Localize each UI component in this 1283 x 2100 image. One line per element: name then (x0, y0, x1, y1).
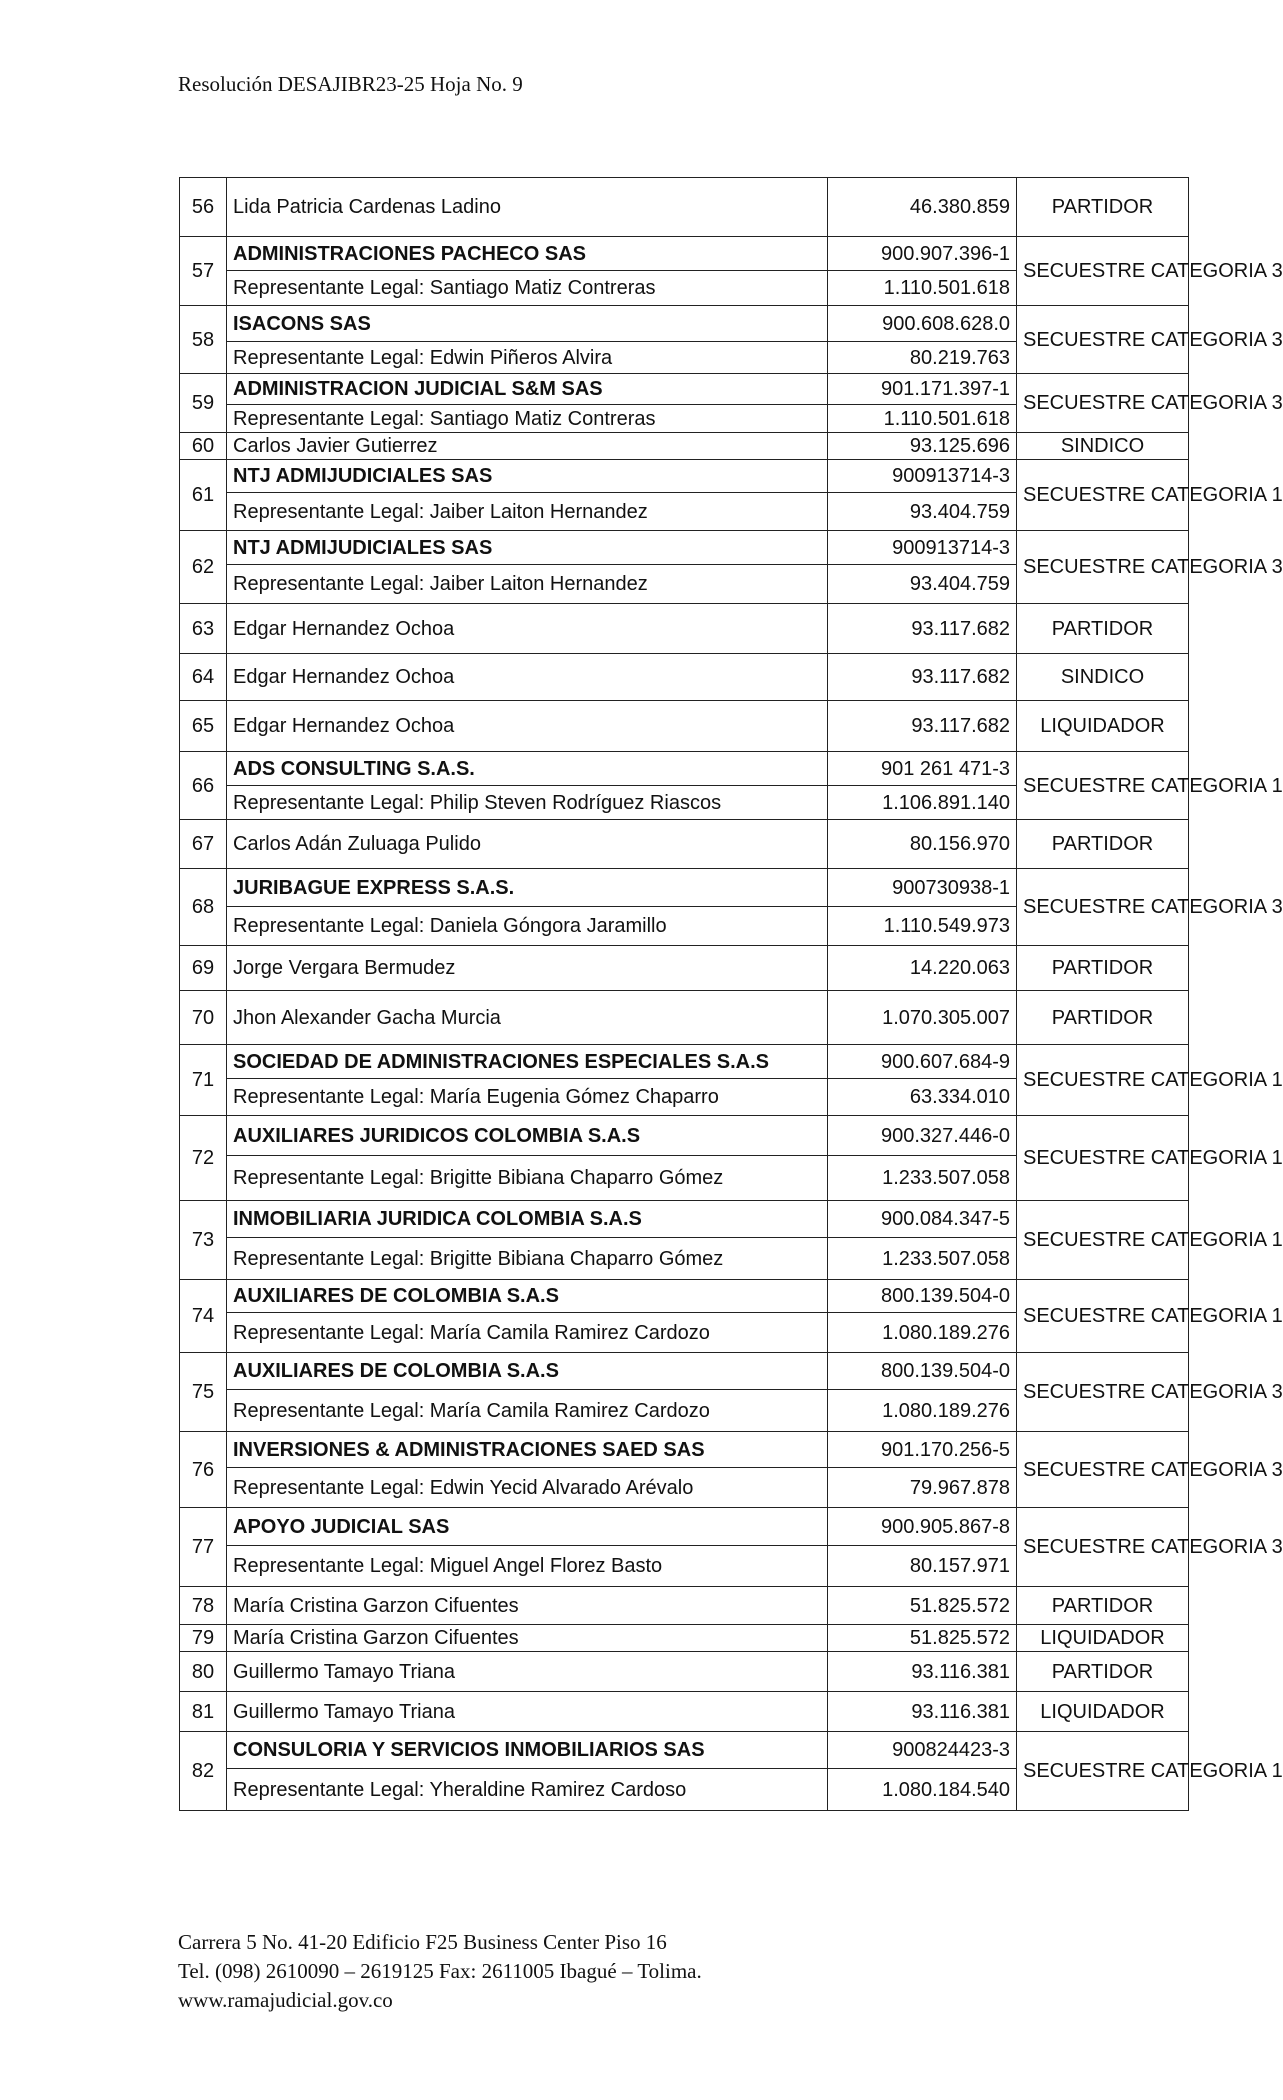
person-name: Carlos Javier Gutierrez (227, 433, 828, 460)
role-cell: LIQUIDADOR (1017, 701, 1189, 752)
company-nit: 800.139.504-0 (828, 1353, 1017, 1390)
row-number: 65 (180, 701, 227, 752)
row-number: 79 (180, 1625, 227, 1652)
table-row (180, 1353, 1189, 1390)
company-name: SOCIEDAD DE ADMINISTRACIONES ESPECIALES S.A.S (227, 1045, 828, 1079)
legal-representative: Representante Legal: Santiago Matiz Contreras (227, 405, 828, 433)
role-cell: SECUESTRE CATEGORIA 1 (1017, 1116, 1189, 1201)
row-number: 77 (180, 1508, 227, 1587)
representative-id: 79.967.878 (828, 1468, 1017, 1508)
person-name: Edgar Hernandez Ochoa (227, 654, 828, 701)
role-cell: LIQUIDADOR (1017, 1692, 1189, 1732)
role-cell: SECUESTRE CATEGORIA 3 (1017, 531, 1189, 604)
legal-representative: Representante Legal: Jaiber Laiton Hernandez (227, 565, 828, 604)
person-name: Jhon Alexander Gacha Murcia (227, 991, 828, 1045)
company-nit: 900.327.446-0 (828, 1116, 1017, 1156)
role-cell: PARTIDOR (1017, 1652, 1189, 1692)
role-cell: SINDICO (1017, 433, 1189, 460)
row-number: 73 (180, 1201, 227, 1280)
person-id: 93.117.682 (828, 701, 1017, 752)
page-footer (178, 1928, 702, 2015)
role-cell: SINDICO (1017, 654, 1189, 701)
role-cell: SECUESTRE CATEGORIA 3 (1017, 306, 1189, 374)
company-nit: 800.139.504-0 (828, 1280, 1017, 1313)
row-number: 58 (180, 306, 227, 374)
role-cell: SECUESTRE CATEGORIA 3 (1017, 237, 1189, 306)
person-id: 93.116.381 (828, 1652, 1017, 1692)
role-cell: SECUESTRE CATEGORIA 3 (1017, 1432, 1189, 1508)
row-number: 59 (180, 374, 227, 433)
table-row (180, 1116, 1189, 1156)
legal-representative: Representante Legal: Miguel Angel Florez Basto (227, 1546, 828, 1587)
person-name: Edgar Hernandez Ochoa (227, 604, 828, 654)
table-row (180, 306, 1189, 342)
legal-representative: Representante Legal: Daniela Góngora Jaramillo (227, 907, 828, 946)
company-name: ADMINISTRACIONES PACHECO SAS (227, 237, 828, 271)
company-nit: 901 261 471-3 (828, 752, 1017, 786)
person-id: 93.116.381 (828, 1692, 1017, 1732)
row-number: 57 (180, 237, 227, 306)
representative-id: 1.233.507.058 (828, 1156, 1017, 1201)
table-row (180, 1045, 1189, 1079)
role-cell: SECUESTRE CATEGORIA 3 (1017, 869, 1189, 946)
table-row (180, 820, 1189, 869)
representative-id: 1.110.549.973 (828, 907, 1017, 946)
company-name: ADS CONSULTING S.A.S. (227, 752, 828, 786)
person-name: Guillermo Tamayo Triana (227, 1652, 828, 1692)
table-row (180, 374, 1189, 405)
role-cell: PARTIDOR (1017, 820, 1189, 869)
person-id: 93.125.696 (828, 433, 1017, 460)
table-row (180, 178, 1189, 237)
company-name: ISACONS SAS (227, 306, 828, 342)
person-id: 93.117.682 (828, 654, 1017, 701)
company-name: NTJ ADMIJUDICIALES SAS (227, 531, 828, 565)
footer-phone: Tel. (098) 2610090 – 2619125 Fax: 2611005 Ibagué – Tolima. (178, 1959, 702, 1983)
row-number: 69 (180, 946, 227, 991)
person-name: María Cristina Garzon Cifuentes (227, 1625, 828, 1652)
legal-representative: Representante Legal: Yheraldine Ramirez Cardoso (227, 1769, 828, 1811)
representative-id: 1.106.891.140 (828, 786, 1017, 820)
company-nit: 900730938-1 (828, 869, 1017, 907)
table-row (180, 991, 1189, 1045)
person-name: María Cristina Garzon Cifuentes (227, 1587, 828, 1625)
table-row (180, 654, 1189, 701)
table-row (180, 433, 1189, 460)
representative-id: 80.219.763 (828, 342, 1017, 374)
row-number: 76 (180, 1432, 227, 1508)
company-name: NTJ ADMIJUDICIALES SAS (227, 460, 828, 493)
table-row (180, 1432, 1189, 1468)
role-cell: PARTIDOR (1017, 946, 1189, 991)
legal-representative: Representante Legal: Edwin Piñeros Alvira (227, 342, 828, 374)
row-number: 66 (180, 752, 227, 820)
representative-id: 1.233.507.058 (828, 1238, 1017, 1280)
role-cell: PARTIDOR (1017, 604, 1189, 654)
table-row (180, 1201, 1189, 1238)
company-name: APOYO JUDICIAL SAS (227, 1508, 828, 1546)
role-cell: SECUESTRE CATEGORIA 1 (1017, 752, 1189, 820)
company-nit: 900.905.867-8 (828, 1508, 1017, 1546)
footer-address: Carrera 5 No. 41-20 Edificio F25 Business Center Piso 16 (178, 1930, 667, 1954)
person-name: Jorge Vergara Bermudez (227, 946, 828, 991)
company-nit: 900913714-3 (828, 460, 1017, 493)
table-row (180, 1587, 1189, 1625)
company-nit: 900913714-3 (828, 531, 1017, 565)
auxiliares-table (179, 177, 1283, 1811)
company-nit: 900.084.347-5 (828, 1201, 1017, 1238)
company-nit: 901.171.397-1 (828, 374, 1017, 405)
row-number: 78 (180, 1587, 227, 1625)
role-cell: SECUESTRE CATEGORIA 1 (1017, 1280, 1189, 1353)
footer-website: www.ramajudicial.gov.co (178, 1988, 393, 2012)
company-nit: 901.170.256-5 (828, 1432, 1017, 1468)
table-row (180, 1732, 1189, 1769)
row-number: 61 (180, 460, 227, 531)
person-id: 14.220.063 (828, 946, 1017, 991)
role-cell: SECUESTRE CATEGORIA 3 (1017, 1353, 1189, 1432)
person-name: Guillermo Tamayo Triana (227, 1692, 828, 1732)
company-nit: 900.607.684-9 (828, 1045, 1017, 1079)
company-name: ADMINISTRACION JUDICIAL S&M SAS (227, 374, 828, 405)
table-row (180, 1692, 1189, 1732)
legal-representative: Representante Legal: Santiago Matiz Contreras (227, 271, 828, 306)
representative-id: 63.334.010 (828, 1079, 1017, 1116)
company-name: AUXILIARES DE COLOMBIA S.A.S (227, 1280, 828, 1313)
row-number: 70 (180, 991, 227, 1045)
role-cell: SECUESTRE CATEGORIA 3 (1017, 1508, 1189, 1587)
representative-id: 1.110.501.618 (828, 271, 1017, 306)
table-row (180, 701, 1189, 752)
company-nit: 900824423-3 (828, 1732, 1017, 1769)
legal-representative: Representante Legal: María Eugenia Gómez Chaparro (227, 1079, 828, 1116)
row-number: 81 (180, 1692, 227, 1732)
legal-representative: Representante Legal: Jaiber Laiton Hernandez (227, 493, 828, 531)
legal-representative: Representante Legal: Edwin Yecid Alvarado Arévalo (227, 1468, 828, 1508)
role-cell: PARTIDOR (1017, 991, 1189, 1045)
legal-representative: Representante Legal: María Camila Ramirez Cardozo (227, 1390, 828, 1432)
table-row (180, 604, 1189, 654)
person-id: 80.156.970 (828, 820, 1017, 869)
page-header: Resolución DESAJIBR23-25 Hoja No. 9 (178, 72, 523, 96)
role-cell: SECUESTRE CATEGORIA 1 (1017, 460, 1189, 531)
person-id: 93.117.682 (828, 604, 1017, 654)
person-name: Lida Patricia Cardenas Ladino (227, 178, 828, 237)
row-number: 74 (180, 1280, 227, 1353)
row-number: 71 (180, 1045, 227, 1116)
company-nit: 900.608.628.0 (828, 306, 1017, 342)
representative-id: 1.080.184.540 (828, 1769, 1017, 1811)
role-cell: SECUESTRE CATEGORIA 1 (1017, 1201, 1189, 1280)
role-cell: SECUESTRE CATEGORIA 1 (1017, 1045, 1189, 1116)
representative-id: 93.404.759 (828, 493, 1017, 531)
table-row (180, 1280, 1189, 1313)
row-number: 60 (180, 433, 227, 460)
role-cell: SECUESTRE CATEGORIA 3 (1017, 374, 1189, 433)
role-cell: PARTIDOR (1017, 1587, 1189, 1625)
company-name: CONSULORIA Y SERVICIOS INMOBILIARIOS SAS (227, 1732, 828, 1769)
person-name: Carlos Adán Zuluaga Pulido (227, 820, 828, 869)
representative-id: 80.157.971 (828, 1546, 1017, 1587)
row-number: 80 (180, 1652, 227, 1692)
table-row (180, 1625, 1189, 1652)
table-row (180, 752, 1189, 786)
table-row (180, 237, 1189, 271)
representative-id: 1.080.189.276 (828, 1390, 1017, 1432)
company-name: INMOBILIARIA JURIDICA COLOMBIA S.A.S (227, 1201, 828, 1238)
table-row (180, 531, 1189, 565)
role-cell: LIQUIDADOR (1017, 1625, 1189, 1652)
role-cell: SECUESTRE CATEGORIA 1 (1017, 1732, 1189, 1811)
company-name: INVERSIONES & ADMINISTRACIONES SAED SAS (227, 1432, 828, 1468)
row-number: 82 (180, 1732, 227, 1811)
table-row (180, 869, 1189, 907)
table-row (180, 1652, 1189, 1692)
representative-id: 1.110.501.618 (828, 405, 1017, 433)
row-number: 62 (180, 531, 227, 604)
person-id: 51.825.572 (828, 1587, 1017, 1625)
row-number: 75 (180, 1353, 227, 1432)
legal-representative: Representante Legal: Brigitte Bibiana Chaparro Gómez (227, 1238, 828, 1280)
person-name: Edgar Hernandez Ochoa (227, 701, 828, 752)
legal-representative: Representante Legal: Philip Steven Rodríguez Riascos (227, 786, 828, 820)
company-name: AUXILIARES JURIDICOS COLOMBIA S.A.S (227, 1116, 828, 1156)
legal-representative: Representante Legal: María Camila Ramirez Cardozo (227, 1313, 828, 1353)
row-number: 67 (180, 820, 227, 869)
role-cell: PARTIDOR (1017, 178, 1189, 237)
row-number: 72 (180, 1116, 227, 1201)
company-name: JURIBAGUE EXPRESS S.A.S. (227, 869, 828, 907)
company-name: AUXILIARES DE COLOMBIA S.A.S (227, 1353, 828, 1390)
representative-id: 93.404.759 (828, 565, 1017, 604)
table-row (180, 1508, 1189, 1546)
company-nit: 900.907.396-1 (828, 237, 1017, 271)
row-number: 63 (180, 604, 227, 654)
row-number: 56 (180, 178, 227, 237)
row-number: 64 (180, 654, 227, 701)
legal-representative: Representante Legal: Brigitte Bibiana Chaparro Gómez (227, 1156, 828, 1201)
representative-id: 1.080.189.276 (828, 1313, 1017, 1353)
person-id: 51.825.572 (828, 1625, 1017, 1652)
table-row (180, 946, 1189, 991)
person-id: 1.070.305.007 (828, 991, 1017, 1045)
row-number: 68 (180, 869, 227, 946)
table-row (180, 460, 1189, 493)
person-id: 46.380.859 (828, 178, 1017, 237)
